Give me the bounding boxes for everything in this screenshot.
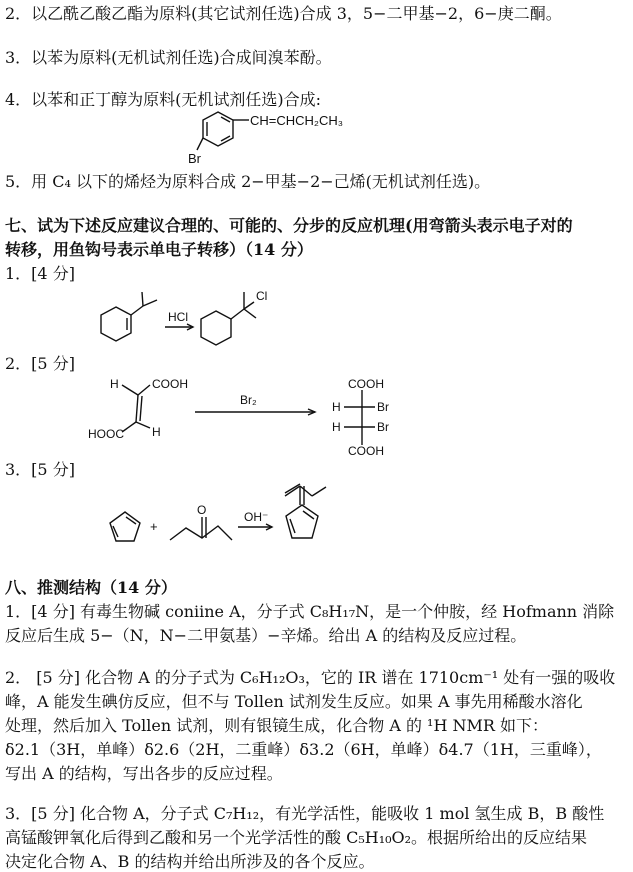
q8-item-2-line4: δ2.1（3H，单峰）δ2.6（2H，二重峰）δ3.2（6H，单峰）δ4.7（1H，三重峰）， — [5, 740, 602, 759]
r3-product-fulvene — [285, 484, 326, 538]
q5-target-chain: CH=CHCH₂CH₃ — [250, 113, 344, 128]
q8-title: 八、推测结构（14 分） — [5, 578, 177, 597]
q7-reaction-3-label: 3．[5 分] — [5, 460, 75, 479]
q8-item-3-line2: 高锰酸钾氧化后得到乙酸和另一个光学活性的酸 C₅H₁₀O₂。根据所给出的反应结果 — [5, 828, 588, 847]
r2-h-bottom: H — [152, 425, 161, 439]
q8-item-1-line2: 反应后生成 5−（N，N−二甲氨基）−辛烯。给出 A 的结构及反应过程。 — [5, 626, 527, 645]
q7-reaction-2-label: 2．[5 分] — [5, 354, 75, 373]
q7-reaction-1-label: 1．[4 分] — [5, 264, 75, 283]
q5-item-5: 5．用 C₄ 以下的烯烃为原料合成 2−甲基−2−己烯(无机试剂任选)。 — [5, 172, 491, 191]
q7-title-line2: 转移，用鱼钩号表示单电子转移）（14 分） — [5, 240, 313, 259]
q8-item-3-line1: 3．[5 分] 化合物 A，分子式 C₇H₁₂，有光学活性，能吸收 1 mol 氢生成 B，B 酸性 — [5, 804, 605, 823]
r2-hooc-bottom: HOOC — [88, 427, 124, 441]
q8-item-3-line3: 决定化合物 A、B 的结构并给出所涉及的各个反应。 — [5, 852, 375, 871]
r2-h-top: H — [110, 377, 119, 391]
r3-cyclopentadiene — [110, 512, 140, 541]
q5-target-bromo: Br — [188, 151, 201, 166]
r2-reagent: Br₂ — [240, 393, 257, 407]
q5-item-2: 2．以乙酰乙酸乙酯为原料(其它试剂任选)合成 3，5−二甲基−2，6−庚二酮。 — [5, 4, 562, 23]
r2-product-cooh-bottom: COOH — [348, 444, 384, 458]
r1-product-cyclohexane — [201, 292, 256, 345]
q8-item-2-line2: 峰，A 能发生碘仿反应，但不与 Tollen 试剂发生反应。如果 A 事先用稀酸水溶化 — [5, 692, 583, 711]
q5-item-4: 4．以苯和正丁醇为原料(无机试剂任选)合成: — [5, 90, 322, 109]
q8-item-2-line3: 处理，然后加入 Tollen 试剂，则有银镜生成，化合物 A 的 ¹H NMR 如下： — [5, 716, 549, 735]
r2-product-cooh-top: COOH — [348, 377, 384, 391]
q7-title-line1: 七、试为下述反应建议合理的、可能的、分步的反应机理(用弯箭头表示电子对的 — [5, 216, 573, 235]
r1-reagent: HCl — [168, 310, 188, 324]
r2-product-br2: Br — [377, 420, 389, 434]
r2-cooh-top: COOH — [152, 377, 188, 391]
r2-product-h2: H — [332, 420, 341, 434]
r2-reactant-maleic-acid — [122, 385, 150, 432]
q8-item-2-line5: 写出 A 的结构，写出各步的反应过程。 — [5, 764, 283, 783]
r3-plus: + — [150, 519, 158, 534]
r3-oxygen: O — [197, 503, 207, 517]
r3-pentanone — [170, 517, 232, 540]
q8-item-1-line1: 1．[4 分] 有毒生物碱 coniine A，分子式 C₈H₁₇N，是一个仲胺，经 Hofmann 消除 — [5, 602, 615, 621]
r2-product-h1: H — [332, 400, 341, 414]
r2-product-fischer — [344, 390, 375, 445]
r1-reactant-cyclohexene — [101, 292, 157, 341]
q8-item-2-line1: 2． [5 分] 化合物 A 的分子式为 C₆H₁₂O₃，它的 IR 谱在 1710cm⁻¹ 处有一强的吸收 — [5, 668, 616, 687]
q5-item-3: 3．以苯为原料(无机试剂任选)合成间溴苯酚。 — [5, 48, 332, 67]
r1-chloro: Cl — [256, 289, 268, 303]
r2-product-br1: Br — [377, 400, 389, 414]
r3-reagent: OH⁻ — [244, 510, 269, 524]
q5-target-benzene-ring — [197, 112, 249, 150]
